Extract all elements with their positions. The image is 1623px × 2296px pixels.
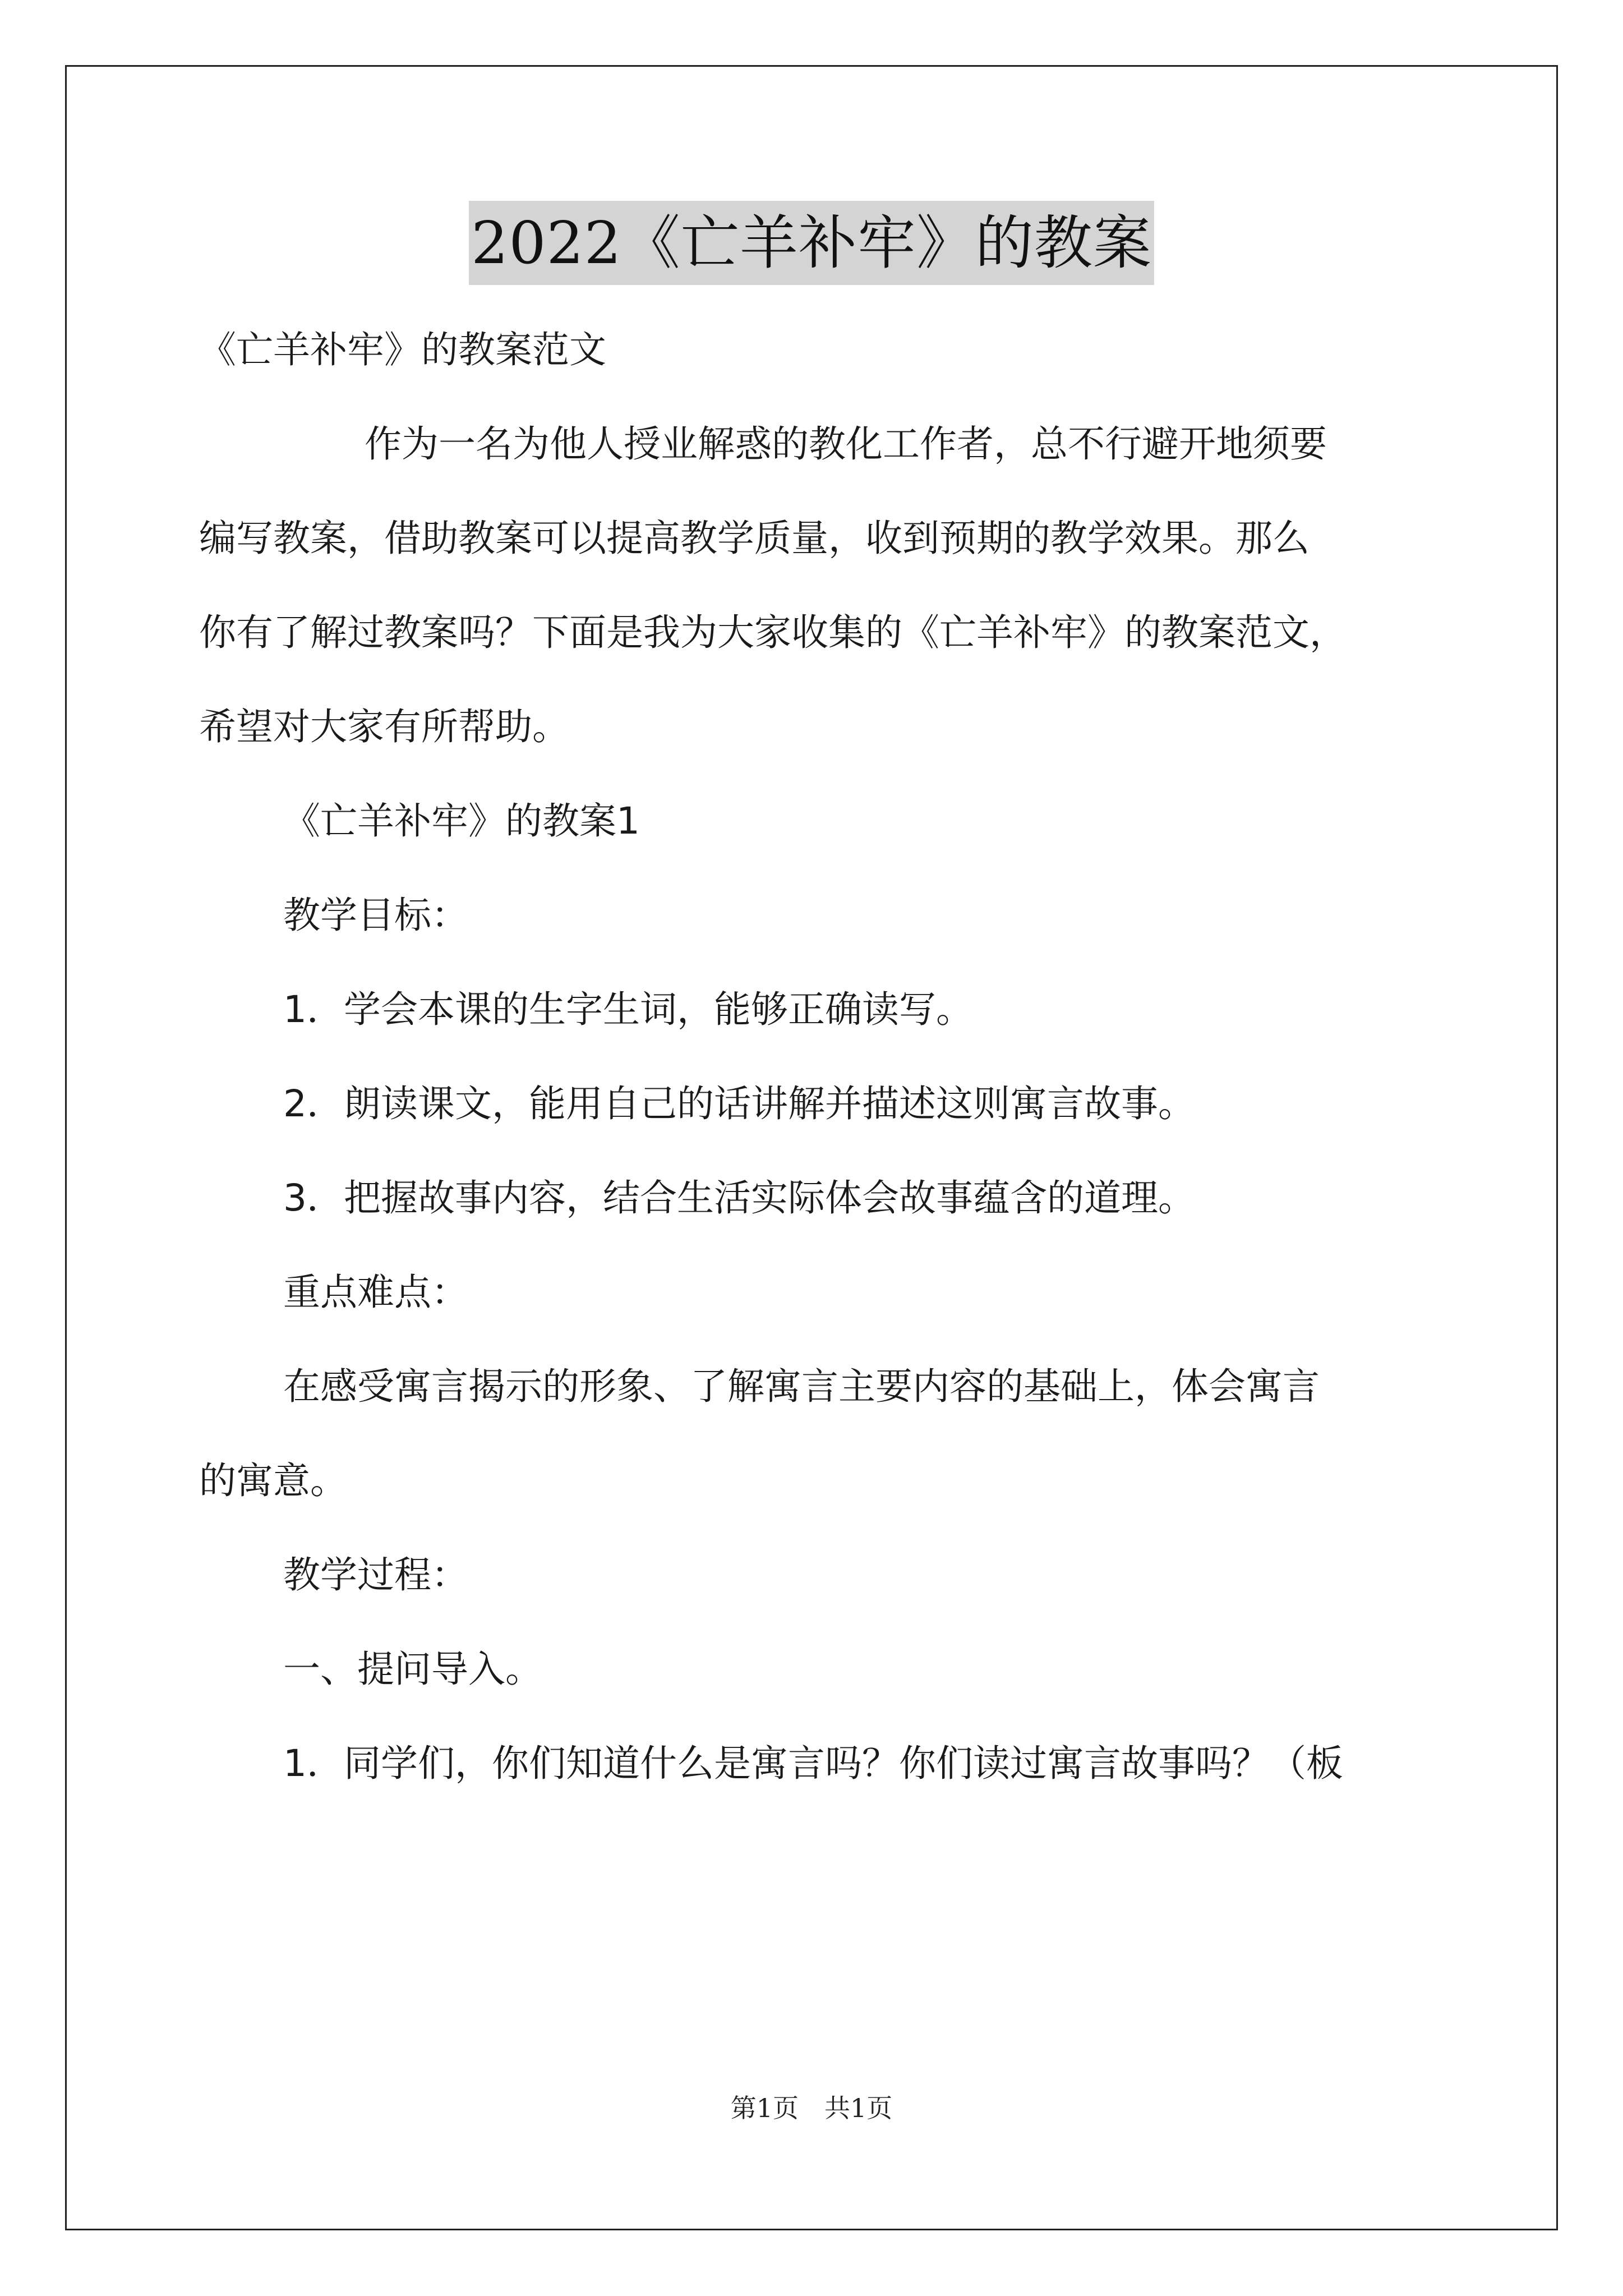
section-heading: 《亡羊补牢》的教案1 <box>283 799 640 843</box>
list-item: 2．朗读课文，能用自己的话讲解并描述这则寓言故事。 <box>283 1082 1195 1125</box>
subtitle-line: 《亡羊补牢》的教案范文 <box>199 328 606 371</box>
section-heading: 一、提问导入。 <box>283 1648 542 1691</box>
page-footer: 第1页 共1页 <box>730 2093 893 2123</box>
list-item: 3．把握故事内容，结合生活实际体会故事蕴含的道理。 <box>283 1176 1195 1220</box>
paragraph-line: 在感受寓言揭示的形象、了解寓言主要内容的基础上，体会寓言 <box>283 1365 1320 1408</box>
paragraph-line: 的寓意。 <box>199 1459 347 1502</box>
paragraph-line: 希望对大家有所帮助。 <box>199 705 569 748</box>
list-item: 1．学会本课的生字生词，能够正确读写。 <box>283 988 973 1031</box>
paragraph-line: 你有了解过教案吗？下面是我为大家收集的《亡羊补牢》的教案范文， <box>199 611 1347 654</box>
section-heading: 重点难点： <box>283 1271 468 1314</box>
section-heading: 教学过程： <box>283 1553 468 1596</box>
section-heading: 教学目标： <box>283 894 468 937</box>
paragraph-line: 编写教案，借助教案可以提高教学质量，收到预期的教学效果。那么 <box>199 517 1310 560</box>
paragraph-line: 作为一名为他人授业解惑的教化工作者，总不行避开地须要 <box>365 422 1327 466</box>
paragraph-line: 1．同学们，你们知道什么是寓言吗？你们读过寓言故事吗？（板 <box>283 1742 1343 1785</box>
title-container <box>0 201 1623 285</box>
document-title: 2022《亡羊补牢》的教案 <box>469 201 1154 285</box>
document-body <box>199 303 1438 1811</box>
